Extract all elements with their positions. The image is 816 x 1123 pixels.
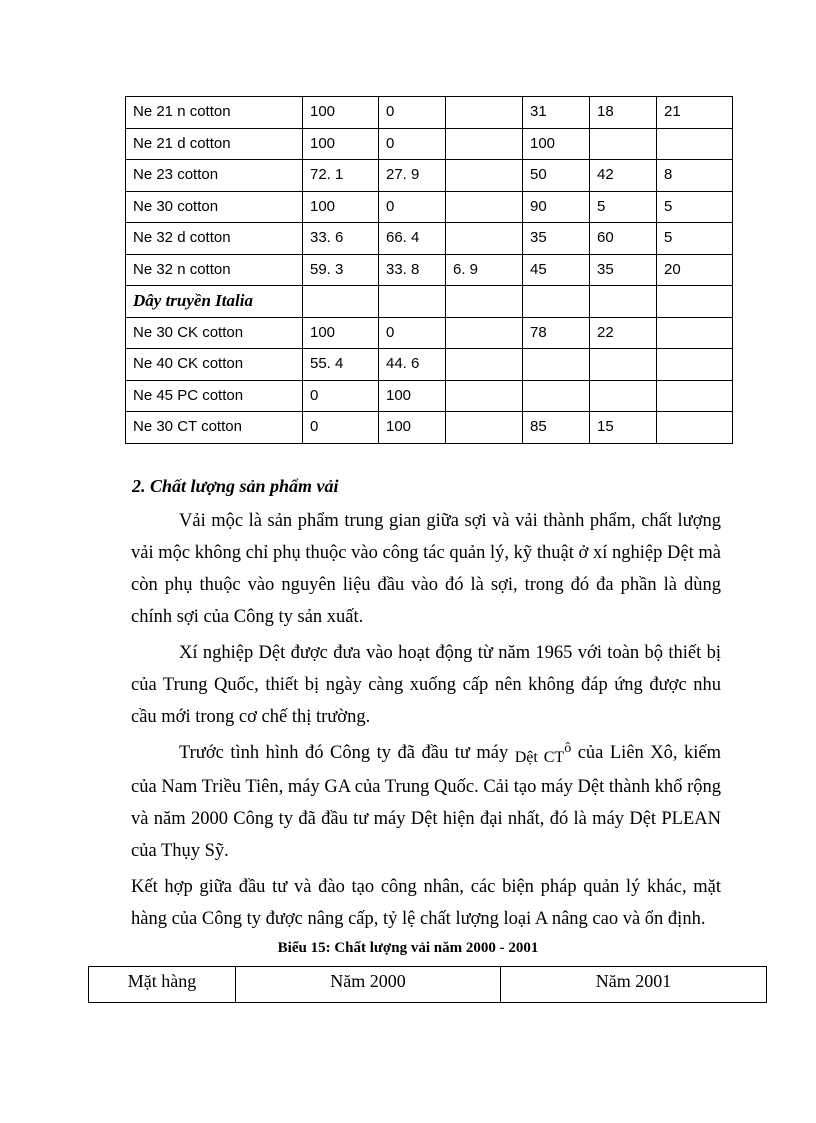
cell [590, 128, 657, 160]
cell [523, 380, 590, 412]
row-name: Ne 32 d cotton [126, 223, 303, 255]
cell: 100 [303, 97, 379, 129]
cell: 33. 8 [379, 254, 446, 286]
cell: 15 [590, 412, 657, 444]
cell [657, 286, 733, 318]
cell [446, 380, 523, 412]
cell: 42 [590, 160, 657, 192]
table-row [126, 223, 733, 255]
row-name: Ne 23 cotton [126, 160, 303, 192]
cell [446, 97, 523, 129]
table-row [126, 380, 733, 412]
cell: 18 [590, 97, 657, 129]
cell [657, 317, 733, 349]
cell: 100 [303, 128, 379, 160]
cell: 0 [303, 412, 379, 444]
cell [446, 223, 523, 255]
cell: 55. 4 [303, 349, 379, 381]
cell: 90 [523, 191, 590, 223]
cell [523, 286, 590, 318]
inline-subscript: Dệt CT [514, 749, 565, 766]
cell [446, 317, 523, 349]
paragraph-3-start: Trước tình hình đó Công ty đã đầu tư máy [179, 743, 509, 763]
row-name: Ne 30 cotton [126, 191, 303, 223]
paragraph-1: Vải mộc là sản phẩm trung gian giữa sợi và vải thành phẩm, chất lượng vải mộc không chỉ phụ thuộc vào công tác quản lý, kỹ thuật ở xí nghiệp Dệt mà còn phụ thuộc vào nguyên liệu đầu vào đó là sợi, trong đó đa phần là dùng chính sợi của Công ty sản xuất. [131, 511, 721, 627]
cell: 6. 9 [446, 254, 523, 286]
row-name: Ne 45 PC cotton [126, 380, 303, 412]
table-header-row [89, 967, 767, 1003]
cell: 33. 6 [303, 223, 379, 255]
cell [657, 380, 733, 412]
cell: 20 [657, 254, 733, 286]
cell: 0 [379, 97, 446, 129]
cell [590, 286, 657, 318]
cell [446, 286, 523, 318]
cell: 100 [379, 412, 446, 444]
cell [379, 286, 446, 318]
inline-superscript: ô [564, 741, 572, 756]
cell [590, 380, 657, 412]
row-name: Ne 30 CT cotton [126, 412, 303, 444]
cell: 5 [657, 223, 733, 255]
table-row [126, 128, 733, 160]
row-name: Ne 21 d cotton [126, 128, 303, 160]
cell: 22 [590, 317, 657, 349]
column-header: Năm 2000 [236, 967, 501, 1003]
paragraph-2: Xí nghiệp Dệt được đưa vào hoạt động từ năm 1965 với toàn bộ thiết bị của Trung Quốc, thiết bị ngày càng xuống cấp nên không đáp ứng được nhu cầu mới trong cơ chế thị trường. [131, 643, 721, 727]
cell: 31 [523, 97, 590, 129]
cell [446, 412, 523, 444]
cell: 50 [523, 160, 590, 192]
cell [446, 128, 523, 160]
column-header: Mặt hàng [89, 967, 236, 1003]
paragraph-4: Kết hợp giữa đầu tư và đào tạo công nhân, các biện pháp quản lý khác, mặt hàng của Công ty được nâng cấp, tỷ lệ chất lượng loại A nâng cao và ổn định. [131, 877, 721, 929]
table-row [126, 191, 733, 223]
cell: 35 [523, 223, 590, 255]
paragraph-3 [131, 737, 721, 867]
cell: 59. 3 [303, 254, 379, 286]
section-label: Dây truyền Italia [126, 286, 303, 318]
cell: 27. 9 [379, 160, 446, 192]
cell: 0 [379, 128, 446, 160]
cell [590, 349, 657, 381]
cell [657, 128, 733, 160]
row-name: Ne 21 n cotton [126, 97, 303, 129]
cell: 44. 6 [379, 349, 446, 381]
cell: 5 [657, 191, 733, 223]
cell [446, 349, 523, 381]
cell: 60 [590, 223, 657, 255]
cell [303, 286, 379, 318]
cell: 35 [590, 254, 657, 286]
cell: 72. 1 [303, 160, 379, 192]
cell: 100 [303, 317, 379, 349]
cell: 85 [523, 412, 590, 444]
cell [446, 160, 523, 192]
row-name: Ne 40 CK cotton [126, 349, 303, 381]
table-caption: Biểu 15: Chất lượng vải năm 2000 - 2001 [277, 940, 539, 956]
cell: 66. 4 [379, 223, 446, 255]
cell: 5 [590, 191, 657, 223]
table-section-row [126, 286, 733, 318]
cell: 45 [523, 254, 590, 286]
column-header: Năm 2001 [501, 967, 767, 1003]
table-row [126, 254, 733, 286]
cell: 100 [303, 191, 379, 223]
cell: 8 [657, 160, 733, 192]
row-name: Ne 30 CK cotton [126, 317, 303, 349]
table-row [126, 317, 733, 349]
fabric-quality-table [88, 966, 767, 1003]
cell: 0 [379, 191, 446, 223]
table-row [126, 412, 733, 444]
yarn-quality-table [125, 96, 733, 444]
paragraph-3-end: của Liên Xô, kiếm của Nam Triều Tiên, máy GA của Trung Quốc. Cải tạo máy Dệt thành khổ rộng và năm 2000 Công ty đã đầu tư máy Dệt hiện đại nhất, đó là máy Dệt PLEAN của Thụy Sỹ. [131, 743, 722, 861]
cell: 0 [379, 317, 446, 349]
table-row [126, 349, 733, 381]
cell: 21 [657, 97, 733, 129]
table-row [126, 97, 733, 129]
row-name: Ne 32 n cotton [126, 254, 303, 286]
cell: 78 [523, 317, 590, 349]
cell [446, 191, 523, 223]
cell: 100 [523, 128, 590, 160]
cell: 100 [379, 380, 446, 412]
section-heading: 2. Chất lượng sản phẩm vải [132, 476, 339, 496]
table-row [126, 160, 733, 192]
cell: 0 [303, 380, 379, 412]
cell [523, 349, 590, 381]
cell [657, 412, 733, 444]
cell [657, 349, 733, 381]
